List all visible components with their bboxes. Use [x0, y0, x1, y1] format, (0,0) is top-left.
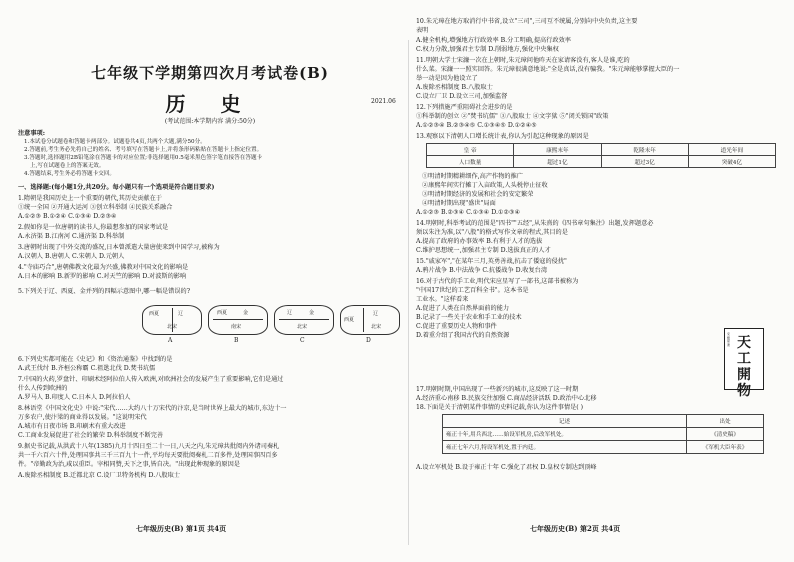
table-cell: 乾隆末年: [601, 144, 688, 156]
question-line: D.着重介绍了我国古代的自然资源: [416, 332, 510, 339]
seal-title: 天工開物: [737, 335, 751, 399]
question-line: 4."寺庙巧合",唐朝佛教文化最为兴盛,佛教对中国文化的影响是: [18, 264, 189, 271]
question-line: 万多农户,使汴梁的商业得以发展。"这说明宋代: [18, 414, 147, 421]
question-line: 18.下面是关于清朝某件事情的史料记载,你认为这件事情是( ): [416, 404, 584, 411]
map-label: C: [300, 337, 305, 344]
map-region-label: 西夏: [149, 311, 160, 317]
map-a: [142, 305, 202, 335]
note-line: 4.答题结束,考生务必将答题卡交回。: [24, 171, 116, 177]
question-line: A.武王伐纣 B.齐桓公称霸 C.祖逖北伐 D.焚书坑儒: [18, 365, 156, 372]
question-line: 14.明朝时,科举考试的范围是"四书""五经",从朱熹的《四书章句集注》出题,发挥题意必: [416, 220, 654, 227]
table-row: [427, 144, 776, 156]
page-footer: 七年级历史(B) 第2页 共4页: [530, 524, 621, 533]
question-line: A.①②③④ B.②③④⑤ C.①③④⑤ D.①②④⑤: [416, 122, 537, 129]
table-row: [443, 441, 764, 454]
page-footer: 七年级历史(B) 第1页 共4页: [136, 524, 227, 533]
question-line: C.工商业发展促进了社会的繁荣 D.科举制度不断完善: [18, 432, 164, 439]
table-cell: 《清史稿》: [687, 428, 764, 441]
question-line: A.汉朝人 B.唐朝人 C.宋朝人 D.元朝人: [18, 253, 125, 260]
column-divider: [408, 40, 409, 545]
question-line: "中国17世纪的工艺百科全书"。这本书是: [416, 287, 529, 294]
question-line: 须以朱注为准,以"八股"的格式写作文章的程式,其目的是: [416, 229, 568, 236]
question-line: 举一动是因为他设立了: [416, 75, 478, 82]
map-region-label: 西夏: [344, 317, 355, 323]
table-cell: 超过3亿: [601, 156, 688, 168]
source-table: [442, 414, 764, 454]
population-table: [426, 143, 776, 168]
question-line: 12.下列措施严重阻碍社会进步的是: [416, 104, 513, 111]
question-line: 表明: [416, 27, 429, 34]
table-cell: 道光年间: [688, 144, 775, 156]
exam-title: 七年级下学期第四次月考试卷(B): [91, 64, 329, 82]
question-line: 2.假如你是一位唐朝的读书人,你最想参加的国家考试是: [18, 224, 169, 231]
question-line: 13.观察以下清朝人口增长统计表,你认为引起这种现象的原因是: [416, 133, 589, 140]
map-region-label: 西夏: [217, 310, 228, 316]
section1-heading: 一、选择题:(每小题1分,共20分。每小题只有一个选项是符合题目要求): [18, 184, 215, 191]
question-line: ③明清时期经济的发展和社会的安定繁荣: [422, 191, 534, 198]
table-cell: 记述: [443, 415, 687, 428]
question-line: 什么菜。宋濂一一照实回答。朱元璋很满意地说:"全是真话,没有骗我。"朱元璋能够掌握大臣的一: [416, 66, 680, 73]
question-line: A.①②③ B.①②④ C.①③④ D.②③④: [18, 213, 117, 220]
notes-heading: 注意事项:: [18, 130, 46, 137]
question-line: A.设立军机处 B.设于雍正十年 C.强化了君权 D.皇权专制达到顶峰: [416, 464, 597, 471]
question-line: 9.据史书记载,从洪武十八年(1385)九月十四日至二十一日,八天之内,朱元璋共批阅内外诸司奏札: [18, 443, 280, 450]
page-left: [14, 0, 406, 562]
question-line: 15."戚家军","在某年三月,英勇善战,抗击了倭寇的侵扰": [416, 258, 567, 265]
table-cell: 突破4亿: [688, 156, 775, 168]
question-line: A.健全机构,增强地方行政效率 B.分工明确,提高行政效率: [416, 37, 571, 44]
table-cell: 出处: [687, 415, 764, 428]
question-line: A.永济渠 B.江南河 C.通济渠 D.科举制: [18, 233, 125, 240]
tiangong-kaiwu-book-cover: [724, 328, 764, 399]
question-line: 8.林语堂《中国文化史》中说:"宋代……大约八十万宋代的汴京,是当时世界上最大的城市,东边十一: [18, 405, 287, 412]
table-row: [427, 156, 776, 168]
question-line: A.罗马人 B.印度人 C.日本人 D.阿拉伯人: [18, 394, 131, 401]
map-region-label: 北宋: [371, 324, 382, 330]
note-line: 2.答题前,考生务必先将自己的姓名、考号填写在答题卡上,并将条形码粘贴在答题卡上指定位置。: [24, 147, 263, 153]
map-d: [340, 305, 400, 335]
question-line: 10.朱元璋在地方取消行中书省,设立"三司",三司互不统属,分别向中央负责,这主要: [416, 18, 638, 25]
question-line: A.废除丞相制度 B.迁都北京 C.设厂卫特务机构 D.八股取士: [18, 472, 180, 479]
question-line: A.①②③ B.②③④ C.①③④ D.①②③④: [416, 209, 521, 216]
question-line: C.维护思想统一,加强君主专制 D.选拔真正的人才: [416, 247, 551, 254]
question-line: A.城市有日夜市场 B.印刷术有重大改进: [18, 423, 126, 430]
map-region-label: 北宋: [297, 324, 308, 330]
question-line: ②康熙年间实行摊丁入亩政策,人头税停止征收: [422, 182, 548, 189]
map-region-label: 辽: [373, 311, 379, 317]
question-line: 17.明朝时期,中国出现了一些新兴的城市,这反映了这一时期: [416, 386, 579, 393]
map-label: D: [366, 337, 371, 344]
exam-scope: (考试范围:本学期内容 满分:50分): [164, 118, 256, 125]
table-row: [443, 415, 764, 428]
map-region-label: 金: [243, 310, 249, 316]
question-line: C.权力分散,加强君主专制 D.削弱地方,强化中央集权: [416, 46, 559, 53]
question-line: 6.下列史实都可能在《史记》和《资治通鉴》中找到的是: [18, 356, 173, 363]
map-options: [142, 305, 404, 347]
question-line: 16.对于古代的手工业,明代宋应星写了一部书,这部书被称为: [416, 278, 579, 285]
question-line: 11.明朝大学士宋濂一次在上朝时,朱元璋问他昨天在家请客没有,客人是谁,吃的: [416, 57, 630, 64]
table-cell: 人口数量: [427, 156, 514, 168]
table-cell: 超过1亿: [514, 156, 601, 168]
question-line: ④明清时期出现"盛世"局面: [422, 200, 496, 207]
question-line: 5.下列关于辽、西夏、金并列的四幅示意图中,哪一幅是错误的?: [18, 288, 191, 295]
question-line: C.设立厂卫 D.设立三司,加强监督: [416, 93, 508, 100]
note-line: 上,写在试题卷上的答案无效。: [30, 163, 105, 169]
question-line: A.废除丞相制度 B.八股取士: [416, 84, 493, 91]
table-row: [443, 428, 764, 441]
note-line: 1.本试卷分试题卷和答题卡两部分。试题卷共4页,共两个大题,满分50分。: [24, 139, 206, 145]
question-line: A.经济重心南移 B.民族交往加强 C.商品经济活跃 D.政治中心北移: [416, 395, 597, 402]
table-cell: 康熙末年: [514, 144, 601, 156]
table-cell: 雍正十年,用兵西北……始设军机房,后改军机处。: [443, 428, 687, 441]
map-region-label: 辽: [287, 310, 293, 316]
map-b: [208, 305, 268, 335]
map-region-label: 南宋: [231, 324, 242, 330]
question-line: A.提高了政府的办事效率 B.有利于人才的选拔: [416, 238, 543, 245]
question-line: 什么人传到欧洲的: [18, 385, 68, 392]
page-right: [412, 0, 788, 562]
map-region-label: 辽: [178, 311, 184, 317]
question-line: A.日本的影响 B.新罗的影响 C.对天竺的影响 D.对波斯的影响: [18, 273, 187, 280]
seal-side-text: 宋應星著: [727, 332, 731, 347]
question-line: 件。"帝勤政为治,咸以重臣。宰相同赞,天下之事,皆自决。"出现此种现象的原因是: [18, 461, 240, 468]
question-line: C.促进了重要历史人物和事件: [416, 323, 497, 330]
map-c: [274, 305, 334, 335]
map-label: A: [168, 337, 173, 344]
question-line: B.记录了一些关于农业和手工业的技术: [416, 314, 522, 321]
question-line: 3.唐朝时出现了中外交流的盛况,日本曾派遣大量唐使来到中国学习,被称为: [18, 244, 220, 251]
question-line: ①统一全国 ②开通大运河 ③创立科举制 ④民族关系融合: [18, 204, 173, 211]
subject-title: 历 史: [165, 92, 255, 116]
question-line: 共一千六百六十件,处理国事共三千三百九十一件,平均每天要批阅奏札二百多件,处理国事四百多: [18, 452, 278, 459]
question-line: A.促进了人类在自然界面前的能力: [416, 305, 510, 312]
table-cell: 雍正七年六月,特设军机处,置于内廷。: [443, 441, 687, 454]
question-line: 工业水。"这样看来: [416, 296, 469, 303]
question-line: ①明清时期精耕细作,高产作物的推广: [422, 173, 523, 180]
map-region-label: 北宋: [167, 324, 178, 330]
question-line: 1.隋朝是我国历史上一个重要的朝代,其历史贡献在于: [18, 195, 162, 202]
note-line: 3.答题时,选择题用2B铅笔涂在答题卡的对应位置;非选择题用0.5毫米黑色签字笔直接答在答题卡: [24, 155, 263, 161]
exam-date: 2021.06: [371, 98, 396, 105]
question-line: ①科举制的创立 ②"焚书坑儒" ③八股取士 ④文字狱 ⑤"闭关锁国"政策: [416, 113, 609, 120]
table-cell: 《军机大臣年表》: [687, 441, 764, 454]
question-line: 7.中国的火药,罗盘针、印刷术经阿拉伯人传入欧洲,对欧洲社会的发展产生了重要影响,它们是通过: [18, 376, 284, 383]
map-label: B: [234, 337, 239, 344]
table-cell: 皇 帝: [427, 144, 514, 156]
map-region-label: 金: [309, 310, 315, 316]
question-line: A.鸦片战争 B.中法战争 C.抗倭战争 D.收复台湾: [416, 267, 548, 274]
